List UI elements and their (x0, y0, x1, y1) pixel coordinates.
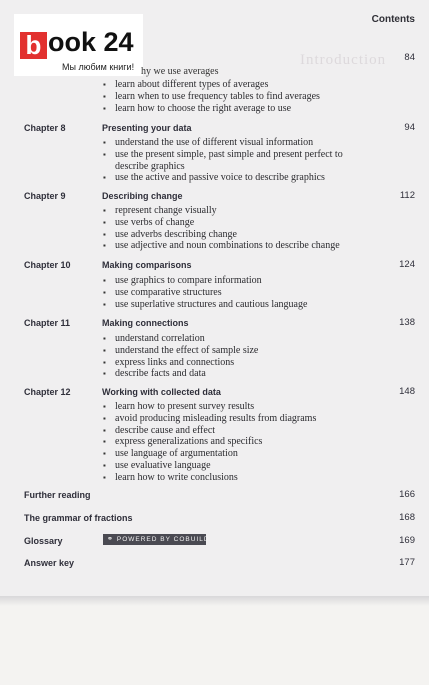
list-item: ▪ learn how to write conclusions (103, 472, 363, 484)
list-item: ▪ understand correlation (103, 333, 363, 345)
list-item: ▪ use the present simple, past simple and present perfect to describe graphics (103, 149, 363, 173)
running-header: Contents (371, 14, 415, 25)
chapter-9-page: 112 (399, 190, 415, 201)
list-item: ▪ use language of argumentation (103, 448, 363, 460)
cobuild-logo-icon: ⚭ (107, 536, 114, 543)
grammar-of-fractions-label[interactable]: The grammar of fractions (24, 513, 133, 523)
glossary-page: 169 (399, 535, 415, 546)
answer-key-label[interactable]: Answer key (24, 558, 75, 568)
chapter-11-page: 138 (399, 317, 415, 328)
chapter-12-page: 148 (399, 386, 415, 397)
chapter-8-bullets (103, 137, 363, 184)
chapter-11-bullets (103, 333, 363, 380)
chapter-9-label: Chapter 9 (24, 191, 66, 201)
list-item: ▪ use verbs of change (103, 217, 363, 229)
logo-b-mark: b (20, 32, 47, 59)
list-item: ▪ learn how to choose the right average to use (103, 103, 363, 115)
chapter-10-label: Chapter 10 (24, 260, 71, 270)
faded-heading: Introduction (300, 52, 387, 68)
list-item: ▪ learn about different types of averages (103, 79, 363, 91)
answer-key-page: 177 (399, 557, 415, 568)
chapter-9-title[interactable]: Describing change (102, 191, 183, 201)
logo-wordmark: ook 24 (48, 27, 134, 57)
grammar-of-fractions-page: 168 (399, 512, 415, 523)
list-item: ▪ use graphics to compare information (103, 275, 363, 287)
list-item: ▪ learn when to use frequency tables to find averages (103, 91, 363, 103)
list-item: ▪ understand the effect of sample size (103, 345, 363, 357)
chapter-11-label: Chapter 11 (24, 318, 71, 328)
chapter-12-title[interactable]: Working with collected data (102, 387, 221, 397)
book24-logo[interactable] (14, 14, 143, 76)
list-item: ▪ express generalizations and specifics (103, 436, 363, 448)
chapter-8-title[interactable]: Presenting your data (102, 123, 192, 133)
logo-tagline: Мы любим книги! (62, 62, 135, 72)
chapter-10-bullets (103, 275, 363, 310)
chapter-9-bullets (103, 205, 363, 252)
further-reading-page: 166 (399, 489, 415, 500)
list-item: ▪ describe facts and data (103, 368, 363, 380)
glossary-label[interactable]: Glossary (24, 536, 63, 546)
chapter-8-label: Chapter 8 (24, 123, 66, 133)
cobuild-badge (103, 534, 210, 545)
intro-bullet-list (103, 79, 363, 114)
list-item: ▪ express links and connections (103, 357, 363, 369)
chapter-12-bullets (103, 401, 363, 484)
list-item: ▪ avoid producing misleading results from diagrams (103, 413, 363, 425)
list-item: ▪ use comparative structures (103, 287, 363, 299)
badge-text: POWERED BY COBUILD (116, 536, 210, 543)
list-item: ▪ use the active and passive voice to describe graphics (103, 172, 363, 184)
chapter-11-title[interactable]: Making connections (102, 318, 189, 328)
intro-first-bullet-tail: hy we use averages (141, 66, 219, 77)
chapter-10-title[interactable]: Making comparisons (102, 260, 192, 270)
list-item: ▪ use adjective and noun combinations to describe change (103, 240, 363, 252)
list-item: ▪ use adverbs describing change (103, 229, 363, 241)
list-item: ▪ use evaluative language (103, 460, 363, 472)
chapter-8-page: 94 (404, 122, 415, 133)
list-item: ▪ understand the use of different visual information (103, 137, 363, 149)
list-item: ▪ learn how to present survey results (103, 401, 363, 413)
list-item: ▪ describe cause and effect (103, 425, 363, 437)
intro-page-number: 84 (404, 52, 415, 63)
list-item: ▪ represent change visually (103, 205, 363, 217)
list-item: ▪ use superlative structures and cautious language (103, 299, 363, 311)
chapter-10-page: 124 (399, 259, 415, 270)
further-reading-label[interactable]: Further reading (24, 490, 91, 500)
chapter-12-label: Chapter 12 (24, 387, 71, 397)
